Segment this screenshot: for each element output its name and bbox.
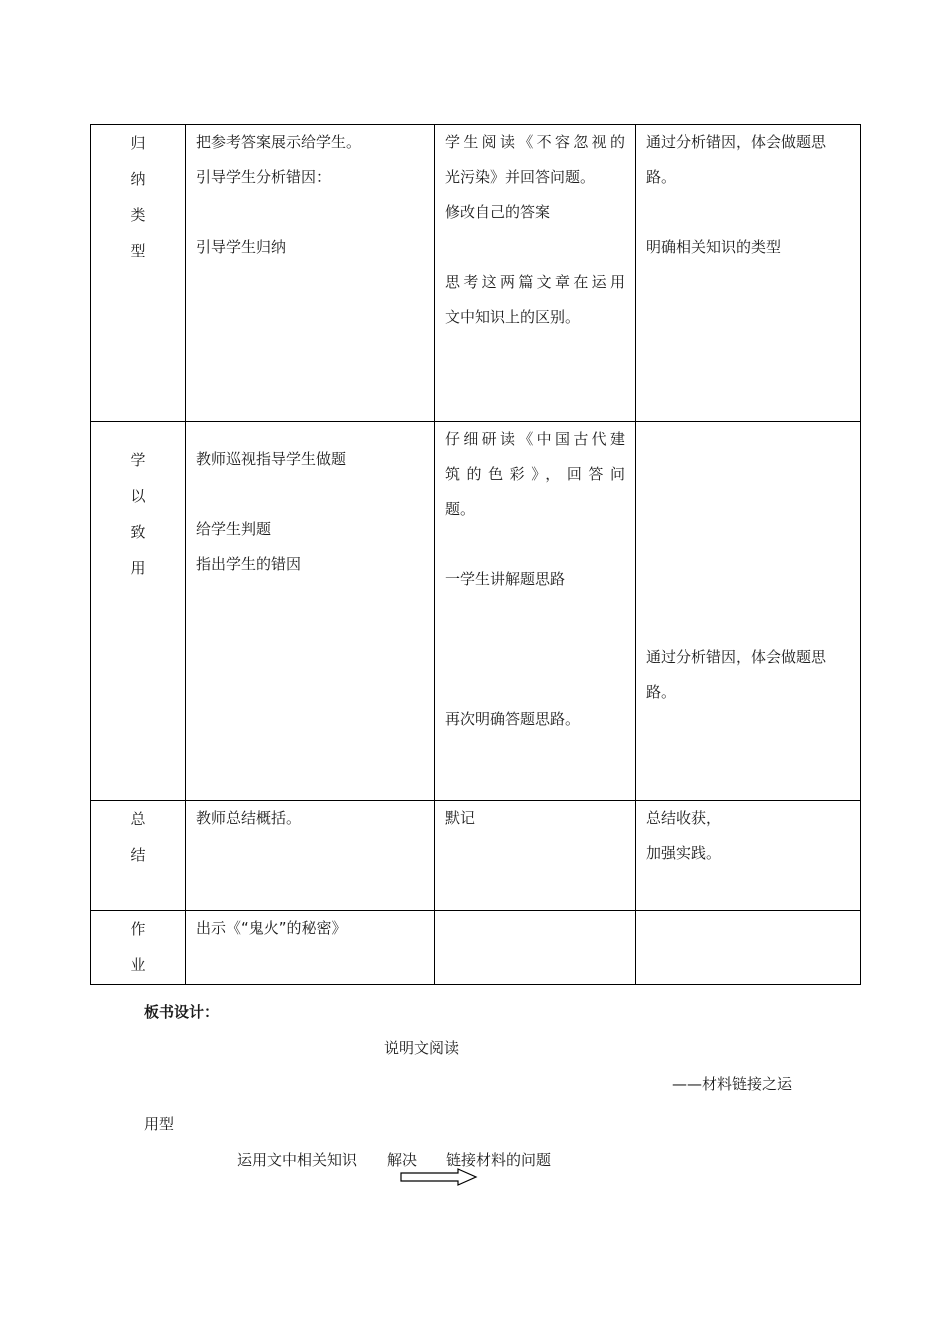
board-title: 说明文阅读 [384,1039,460,1057]
stage-char: 型 [130,242,146,260]
text-line: 路。 [646,168,677,186]
table-row [91,125,861,422]
flow-left-text: 运用文中相关知识 [237,1151,358,1169]
right-arrow-icon [400,1168,480,1188]
teacher-activity-cell [186,911,435,985]
table-row [91,911,861,985]
text-line: 仔细研读《中国古代建 [445,430,625,448]
stage-cell [91,801,186,911]
text-line: 总结收获， [646,809,722,827]
stage-char: 业 [130,956,146,974]
text-line: 明确相关知识的类型 [646,238,782,256]
student-activity-cell [435,911,636,985]
teacher-activity-cell [186,801,435,911]
stage-char: 以 [130,487,146,505]
text-line: 学生阅读《不容忽视的 [445,133,625,151]
flow-verb-text: 解决 [387,1151,418,1169]
stage-char: 总 [130,810,146,828]
stage-char: 学 [130,451,146,469]
board-design-heading: 板书设计： [144,1003,220,1021]
stage-char: 纳 [130,170,146,188]
text-line: 题。 [445,500,476,518]
text-line: 路。 [646,683,677,701]
teacher-activity-cell [186,125,435,422]
student-activity-cell [435,422,636,801]
stage-cell [91,125,186,422]
text-line: 文中知识上的区别。 [445,308,581,326]
stage-char: 归 [130,134,146,152]
board-subtitle: ——材料链接之运 [672,1075,793,1093]
text-line: 指出学生的错因 [196,555,302,573]
text-line: 再次明确答题思路。 [445,710,581,728]
text-line: 引导学生分析错因： [196,168,332,186]
text-line: 教师总结概括。 [196,809,302,827]
text-line: 通过分析错因，体会做题思 [646,133,827,151]
text-line: 一学生讲解题思路 [445,570,566,588]
stage-char: 作 [130,920,146,938]
purpose-cell [636,125,861,422]
text-line: 出示《“鬼火”的秘密》 [196,919,347,937]
flow-right-text: 链接材料的问题 [446,1151,552,1169]
stage-char: 类 [130,206,146,224]
teacher-activity-cell [186,422,435,801]
stage-char: 致 [130,523,146,541]
text-line: 默记 [445,809,476,827]
text-line: 修改自己的答案 [445,203,551,221]
student-activity-cell [435,801,636,911]
purpose-cell [636,801,861,911]
student-activity-cell [435,125,636,422]
text-line: 引导学生归纳 [196,238,287,256]
text-line: 思考这两篇文章在运用 [445,273,625,291]
lesson-plan-table [90,124,861,985]
text-line: 筑的色彩》，回答问 [445,465,625,483]
text-line: 通过分析错因，体会做题思 [646,648,827,666]
text-line: 光污染》并回答问题。 [445,168,596,186]
stage-char: 用 [130,559,146,577]
stage-cell [91,911,186,985]
text-line: 把参考答案展示给学生。 [196,133,362,151]
board-subtitle-continuation: 用型 [144,1115,175,1133]
purpose-cell [636,422,861,801]
table-row [91,422,861,801]
text-line: 加强实践。 [646,844,722,862]
purpose-cell [636,911,861,985]
text-line: 教师巡视指导学生做题 [196,450,347,468]
stage-char: 结 [130,846,146,864]
text-line: 给学生判题 [196,520,272,538]
stage-cell [91,422,186,801]
table-row [91,801,861,911]
